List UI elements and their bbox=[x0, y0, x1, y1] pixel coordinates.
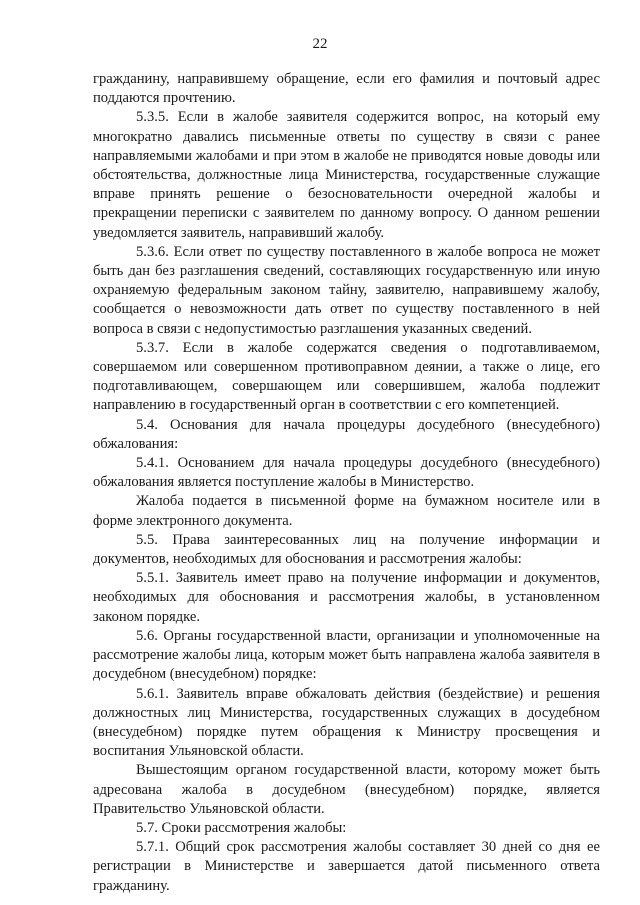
paragraph-5-5-1: 5.5.1. Заявитель имеет право на получение информации и документов, необходимых для обоснования и рассмотрения жалобы, в установленном законом порядке. bbox=[93, 570, 600, 625]
paragraph-5-3-5: 5.3.5. Если в жалобе заявителя содержится вопрос, на который ему многократно давались письменные ответы по существу в связи с ранее направляемыми жалобами и при этом в жалобе не приводятся новые доводы или обстоятельства, должностные лица Министерства, государственные служащие вправе принять решение о безосновательности очередной жалобы и прекращении переписки с заявителем по данному вопросу. О данном решении уведомляется заявитель, направивший жалобу. bbox=[93, 109, 600, 241]
paragraph-5-5: 5.5. Права заинтересованных лиц на получение информации и документов, необходимых для обоснования и рассмотрения жалобы: bbox=[93, 531, 600, 568]
paragraph-5-7-1: 5.7.1. Общий срок рассмотрения жалобы составляет 30 дней со дня ее регистрации в Министерстве и завершается датой письменного ответа гражданину. bbox=[93, 839, 600, 894]
paragraph-complaint-form: Жалоба подается в письменной форме на бумажном носителе или в форме электронного документа. bbox=[93, 493, 600, 529]
paragraph-higher-authority: Вышестоящим органом государственной власти, которому может быть адресована жалоба в досудебном (внесудебном) порядке, является Правительство Ульяновской области. bbox=[93, 762, 600, 817]
document-body bbox=[93, 70, 600, 896]
paragraph-5-3-7: 5.3.7. Если в жалобе содержатся сведения о подготавливаемом, совершаемом или совершенном противоправном деянии, а также о лице, его подготавливающем, совершающем или совершившем, жалоба подлежит направлению в государственный орган в соответствии с его компетенцией. bbox=[93, 339, 600, 414]
paragraph-5-4: 5.4. Основания для начала процедуры досудебного (внесудебного) обжалования: bbox=[93, 416, 600, 452]
paragraph-continuation: гражданину, направившему обращение, если его фамилия и почтовый адрес поддаются прочтению. bbox=[93, 71, 600, 107]
paragraph-5-6: 5.6. Органы государственной власти, организации и уполномоченные на рассмотрение жалобы лица, которым может быть направлена жалоба заявителя в досудебном (внесудебном) порядке: bbox=[93, 627, 600, 683]
page-number: 22 bbox=[312, 36, 328, 52]
paragraph-5-3-6: 5.3.6. Если ответ по существу поставленного в жалобе вопроса не может быть дан без разглашения сведений, составляющих государственную или иную охраняемую федеральным законом тайну, заявителю, направившему жалобу, сообщается о невозможности дать ответ по существу поставленного в ней вопроса в связи с недопустимостью разглашения указанных сведений. bbox=[93, 243, 600, 337]
paragraph-5-7: 5.7. Сроки рассмотрения жалобы: bbox=[136, 819, 347, 836]
paragraph-5-6-1: 5.6.1. Заявитель вправе обжаловать действия (бездействие) и решения должностных лиц Министерства, государственных служащих в досудебном (внесудебном) порядке путем обращения к Министру просвещения и воспитания Ульяновской области. bbox=[93, 685, 600, 760]
paragraph-5-4-1: 5.4.1. Основанием для начала процедуры досудебного (внесудебного) обжалования является поступление жалобы в Министерство. bbox=[93, 455, 600, 491]
